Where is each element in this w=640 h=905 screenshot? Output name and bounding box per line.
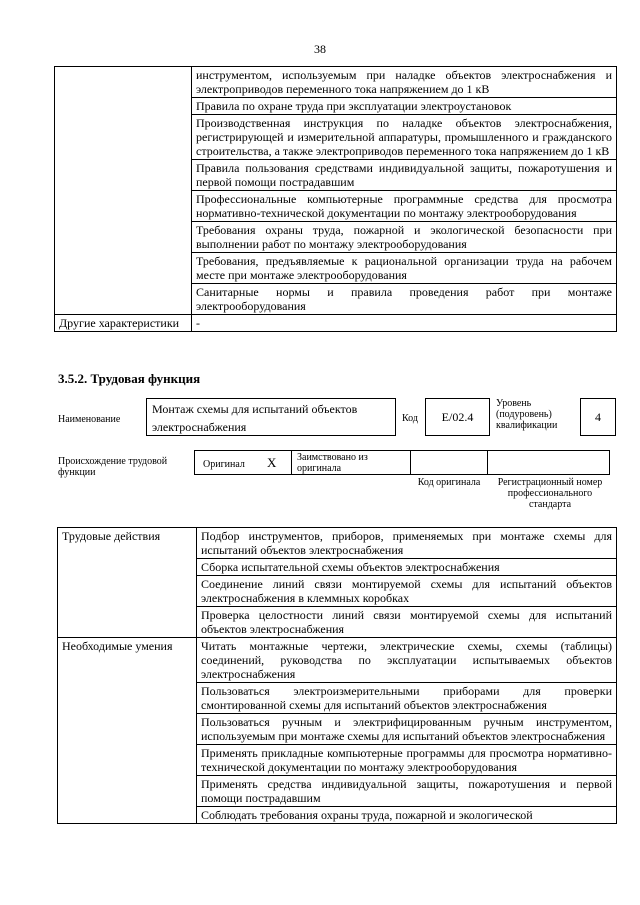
row-value-cell: Требования охраны труда, пожарной и экологической безопасности при выполнении работ по монтажу электрооборудования (192, 222, 617, 253)
name-value: Монтаж схемы для испытаний объектов электроснабжения (152, 402, 358, 434)
row-value-cell: Профессиональные компьютерные программные средства для просмотра нормативно-технической документации по монтажу электрооборудования (192, 191, 617, 222)
table-row (55, 67, 617, 98)
group-title-cell: Трудовые действия (58, 528, 197, 638)
row-value-cell: Правила по охране труда при эксплуатации электроустановок (192, 98, 617, 115)
borrowed-label: Заимствовано из оригинала (297, 452, 368, 474)
actions-skills-table (57, 527, 617, 824)
reg-number-caption: Регистрационный номер профессионального стандарта (497, 477, 603, 510)
table-row (58, 528, 617, 559)
row-value-cell: Требования, предъявляемые к рациональной организации труда на рабочем месте при монтаже электрооборудования (192, 253, 617, 284)
row-label-cell (55, 67, 192, 315)
group-item-cell: Сборка испытательной схемы объектов электроснабжения (197, 559, 617, 576)
code-original-caption: Код оригинала (417, 477, 481, 488)
group-item-cell: Подбор инструментов, приборов, применяемых при монтаже схемы для испытаний объектов электроснабжения (197, 528, 617, 559)
row-value-cell: Правила пользования средствами индивидуальной защиты, пожаротушения и первой помощи пострадавшим (192, 160, 617, 191)
name-label: Наименование (58, 414, 121, 425)
name-value-box (146, 398, 396, 436)
knowledge-table (54, 66, 617, 332)
origin-label: Происхождение трудовой функции (58, 456, 168, 478)
section-title: 3.5.2. Трудовая функция (58, 371, 201, 386)
row-value-cell: Производственная инструкция по наладке объектов электроснабжения, регистрирующей и измерительной аппаратуры, промышленного и гражданского строительства, а также электроприводов переменного тока напряжением до 1 кВ (192, 115, 617, 160)
original-mark: X (267, 455, 277, 470)
origin-divider-2 (410, 450, 411, 475)
group-item-cell: Пользоваться электроизмерительными приборами для проверки смонтированной схемы для испытаний объектов электроснабжения (197, 683, 617, 714)
table-row (55, 315, 617, 332)
table-row (58, 638, 617, 683)
level-value: 4 (595, 410, 601, 424)
row-value-cell: инструментом, используемым при наладке объектов электроснабжения и электроприводов переменного тока напряжением до 1 кВ (192, 67, 617, 98)
row-value-cell: Санитарные нормы и правила проведения работ при монтаже электрооборудования (192, 284, 617, 315)
code-value: E/02.4 (441, 410, 474, 424)
page-number: 38 (314, 42, 326, 56)
group-item-cell: Применять прикладные компьютерные программы для просмотра нормативно-технической документации по монтажу электрооборудования (197, 745, 617, 776)
group-item-cell: Соединение линий связи монтируемой схемы для испытаний объектов электроснабжения в клеммных коробках (197, 576, 617, 607)
level-label: Уровень (подуровень) квалификации (496, 398, 558, 431)
group-item-cell: Пользоваться ручным и электрифицированным ручным инструментом, используемым при монтаже схемы для испытаний объектов электроснабжения (197, 714, 617, 745)
origin-row (194, 450, 610, 475)
origin-divider-1 (291, 450, 292, 475)
origin-divider-3 (487, 450, 488, 475)
row-value-cell: - (192, 315, 617, 332)
group-title-cell: Необходимые умения (58, 638, 197, 824)
code-box (425, 398, 490, 436)
level-box (580, 398, 616, 436)
group-item-cell: Проверка целостности линий связи монтируемой схемы для испытаний объектов электроснабжения (197, 607, 617, 638)
code-label: Код (402, 413, 418, 424)
group-item-cell: Читать монтажные чертежи, электрические схемы, схемы (таблицы) соединений, руководства по эксплуатации испытываемых объектов электроснабжения (197, 638, 617, 683)
row-label-cell: Другие характеристики (55, 315, 192, 332)
group-item-cell: Применять средства индивидуальной защиты, пожаротушения и первой помощи пострадавшим (197, 776, 617, 807)
group-item-cell: Соблюдать требования охраны труда, пожарной и экологической (197, 807, 617, 824)
original-label: Оригинал (203, 459, 245, 470)
